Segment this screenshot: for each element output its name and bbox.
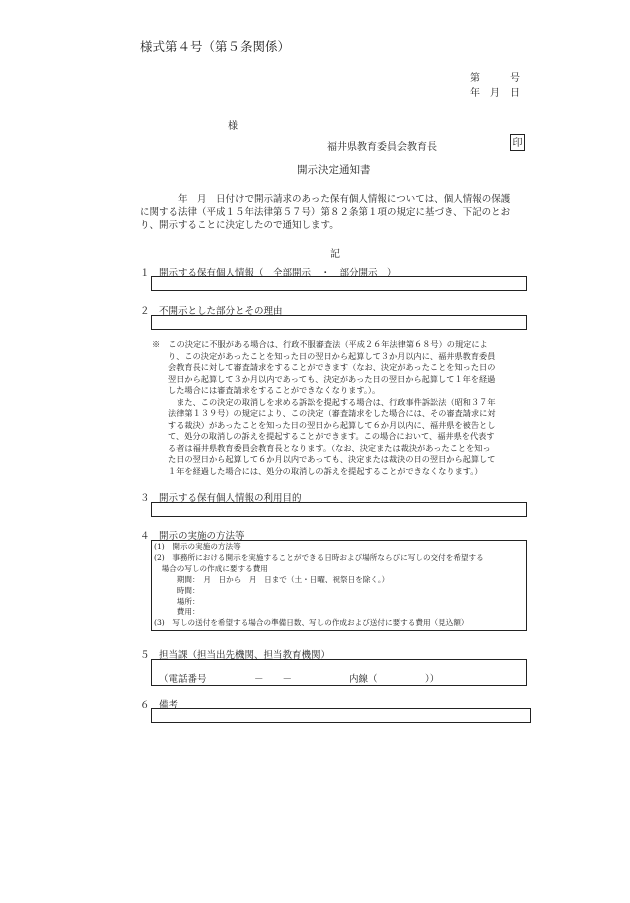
section-6-label: ６ 備考	[140, 700, 179, 711]
method-line: (2) 事務所における開示を実施することができる日時および場所ならびに写しの交付を希望する	[154, 552, 484, 562]
section-5-label: ５ 担当課（担当出先機関、担当教育機関）	[140, 650, 331, 661]
section-2-label: ２ 不開示とした部分とその理由	[140, 306, 283, 317]
method-line: 期間： 月 日から 月 日まで（土・日曜、祝祭日を除く。）	[154, 574, 390, 584]
appeal-notice-line: した場合には審査請求をすることができなくなります。）。	[168, 385, 381, 395]
addressee-suffix: 様	[228, 121, 238, 132]
appeal-notice	[152, 339, 496, 477]
intro-line-1: 年 月 日付けで開示請求のあった保有個人情報については、個人情報の保護	[140, 194, 511, 205]
appeal-notice-line: 翌日から起算して３か月以内であっても、決定があった日の翌日から起算して１年を経過	[168, 373, 496, 384]
appeal-notice-line: 法律第１３９号）の規定により、この決定（審査請求をした場合には、その審査請求に対	[168, 408, 496, 418]
document-date-line: 年 月 日	[470, 88, 520, 99]
seal-mark: 印	[510, 134, 525, 151]
form-number-label: 様式第４号（第５条関係）	[140, 39, 291, 54]
appeal-notice-line: する裁決）があったことを知った日の翌日から起算して６か月以内に、福井県を被告とし	[168, 419, 496, 430]
appeal-notice-line: ※ この決定に不服がある場合は、行政不服審査法（平成２６年法律第６８号）の規定によ	[152, 339, 488, 349]
section-6-box	[151, 708, 531, 723]
appeal-notice-line: また、この決定の取消しを求める訴訟を提起する場合は、行政事件訴訟法（昭和３７年	[168, 396, 496, 407]
method-line: 時間：	[154, 585, 200, 595]
method-line: 場合の写しの作成に要する費用	[154, 563, 268, 573]
section-1-box	[151, 276, 527, 291]
intro-line-3: り、開示することに決定したので通知します。	[140, 220, 339, 231]
method-line: (3) 写しの送付を希望する場合の準備日数、写しの作成および送付に要する費用（見込額）	[154, 618, 469, 628]
appeal-notice-line: る者は福井県教育委員会教育長となります。（なお、決定または裁決があったことを知っ	[168, 442, 491, 453]
ki-marker: 記	[330, 249, 340, 260]
document-title: 開示決定通知書	[297, 164, 371, 176]
appeal-notice-line: て、処分の取消しの訴えを提起することができます。この場合において、福井県を代表す	[168, 431, 495, 441]
appeal-notice-line: り、この決定があったことを知った日の翌日から起算して３か月以内に、福井県教育委員	[168, 350, 496, 361]
section-4-content	[154, 542, 484, 629]
document-number-line: 第 号	[470, 73, 520, 84]
section-1-label: １ 開示する保有個人情報（ 全部開示 ・ 部分開示 ）	[140, 268, 397, 279]
appeal-notice-line: た日の翌日から起算して６か月以内であっても、決定または裁決の日の翌日から起算して	[168, 454, 496, 464]
section-3-box	[151, 502, 527, 517]
phone-extension-line: （電話番号 － － 内線（ ））	[159, 674, 440, 685]
method-line: (1) 開示の実施の方法等	[154, 542, 241, 551]
appeal-notice-line: 会教育長に対して審査請求をすることができます（なお、決定があったことを知った日の	[168, 362, 496, 372]
section-4-label: ４ 開示の実施の方法等	[140, 531, 245, 542]
sender-name: 福井県教育委員会教育長	[327, 142, 437, 153]
method-line: 費用：	[154, 607, 200, 617]
appeal-notice-line: １年を経過した場合には、処分の取消しの訴えを提起することができなくなります。）	[168, 465, 483, 476]
method-line: 場所：	[154, 596, 200, 606]
intro-line-2: に関する法律（平成１５年法律第５７号）第８２条第１項の規定に基づき、下記のとお	[140, 207, 511, 218]
section-3-label: ３ 開示する保有個人情報の利用目的	[140, 493, 302, 504]
section-2-box	[151, 315, 527, 330]
